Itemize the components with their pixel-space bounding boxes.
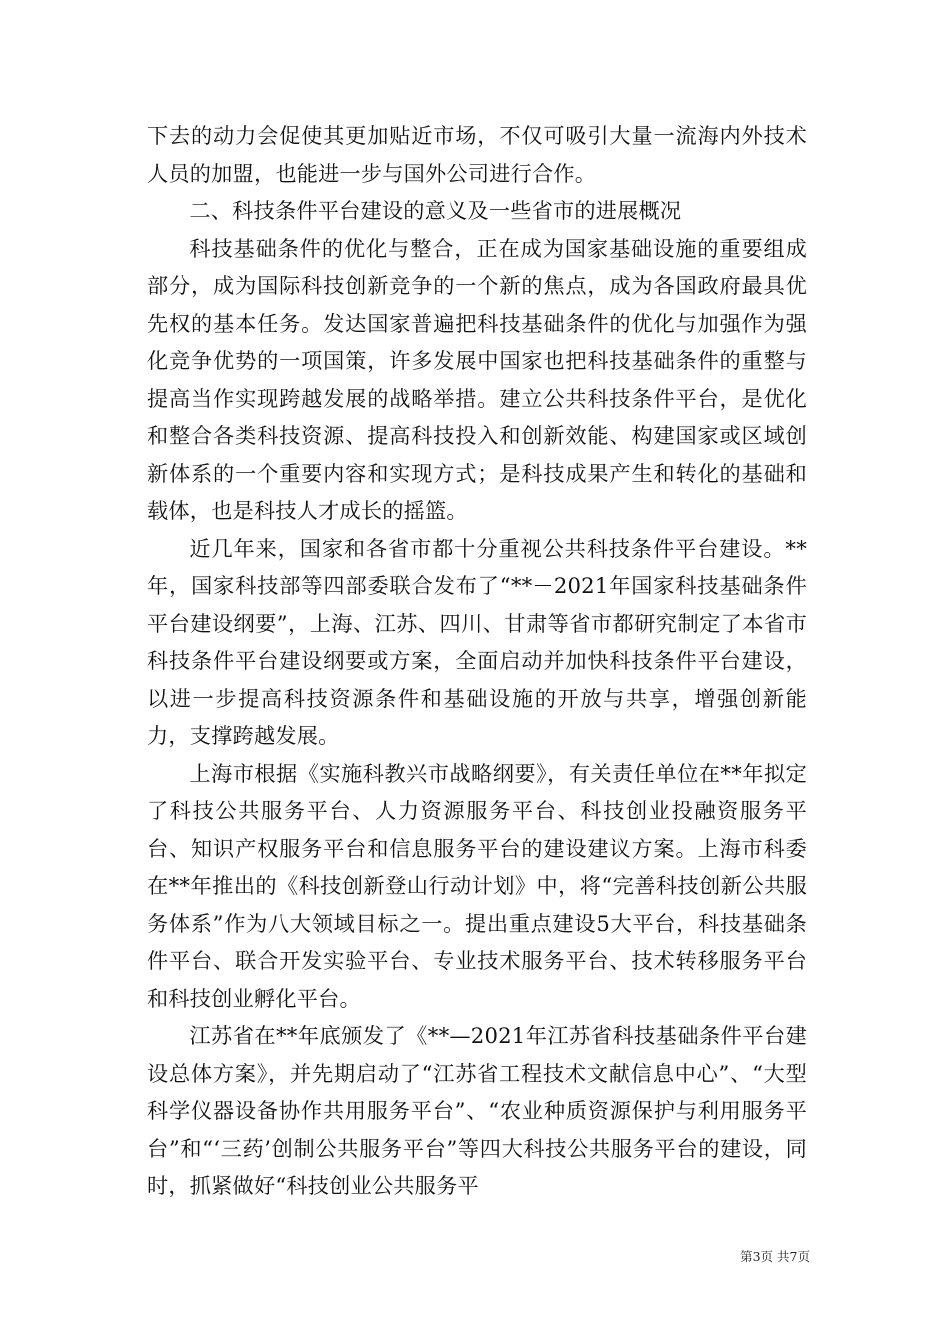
section-heading: 二、科技条件平台建设的意义及一些省市的进展概况 [189,198,682,223]
document-body [147,117,807,1205]
paragraph-continuation: 下去的动力会促使其更加贴近市场，不仅可吸引大量一流海内外技术人员的加盟，也能进一步与国外公司进行合作。 [147,123,807,186]
paragraph-jiangsu: 江苏省在**年底颁发了《**—2021年江苏省科技基础条件平台建设总体方案》，并先期启动了“江苏省工程技术文献信息中心”、“大型科学仪器设备协作共用服务平台”、“农业种质资源保护与利用服务平台”和“‘三药’创制公共服务平台”等四大科技公共服务平台的建设，同时，抓紧做好“科技创业公共服务平 [147,1023,807,1198]
paragraph-significance: 科技基础条件的优化与整合，正在成为国家基础设施的重要组成部分，成为国际科技创新竞争的一个新的焦点，成为各国政府最具优先权的基本任务。发达国家普遍把科技基础条件的优化与加强作为强化竞争优势的一项国策，许多发展中国家也把科技基础条件的重整与提高当作实现跨越发展的战略举措。建立公共科技条件平台，是优化和整合各类科技资源、提高科技投入和创新效能、构建国家或区域创新体系的一个重要内容和实现方式；是科技成果产生和转化的基础和载体，也是科技人才成长的摇篮。 [147,235,807,523]
paragraph-shanghai: 上海市根据《实施科教兴市战略纲要》，有关责任单位在**年拟定了科技公共服务平台、人力资源服务平台、科技创业投融资服务平台、知识产权服务平台和信息服务平台的建设建议方案。上海市科委在**年推出的《科技创新登山行动计划》中，将“完善科技创新公共服务体系”作为八大领域目标之一。提出重点建设5大平台，科技基础条件平台、联合开发实验平台、专业技术服务平台、技术转移服务平台和科技创业孵化平台。 [147,760,807,1011]
paragraph-national-progress: 近几年来，国家和各省市都十分重视公共科技条件平台建设。**年，国家科技部等四部委联合发布了“**－2021年国家科技基础条件平台建设纲要”，上海、江苏、四川、甘肃等省市都研究制定了本省市科技条件平台建设纲要或方案，全面启动并加快科技条件平台建设，以进一步提高科技资源条件和基础设施的开放与共享，增强创新能力，支撑跨越发展。 [147,535,807,748]
page-number-footer: 第3页 共7页 [740,1249,810,1264]
